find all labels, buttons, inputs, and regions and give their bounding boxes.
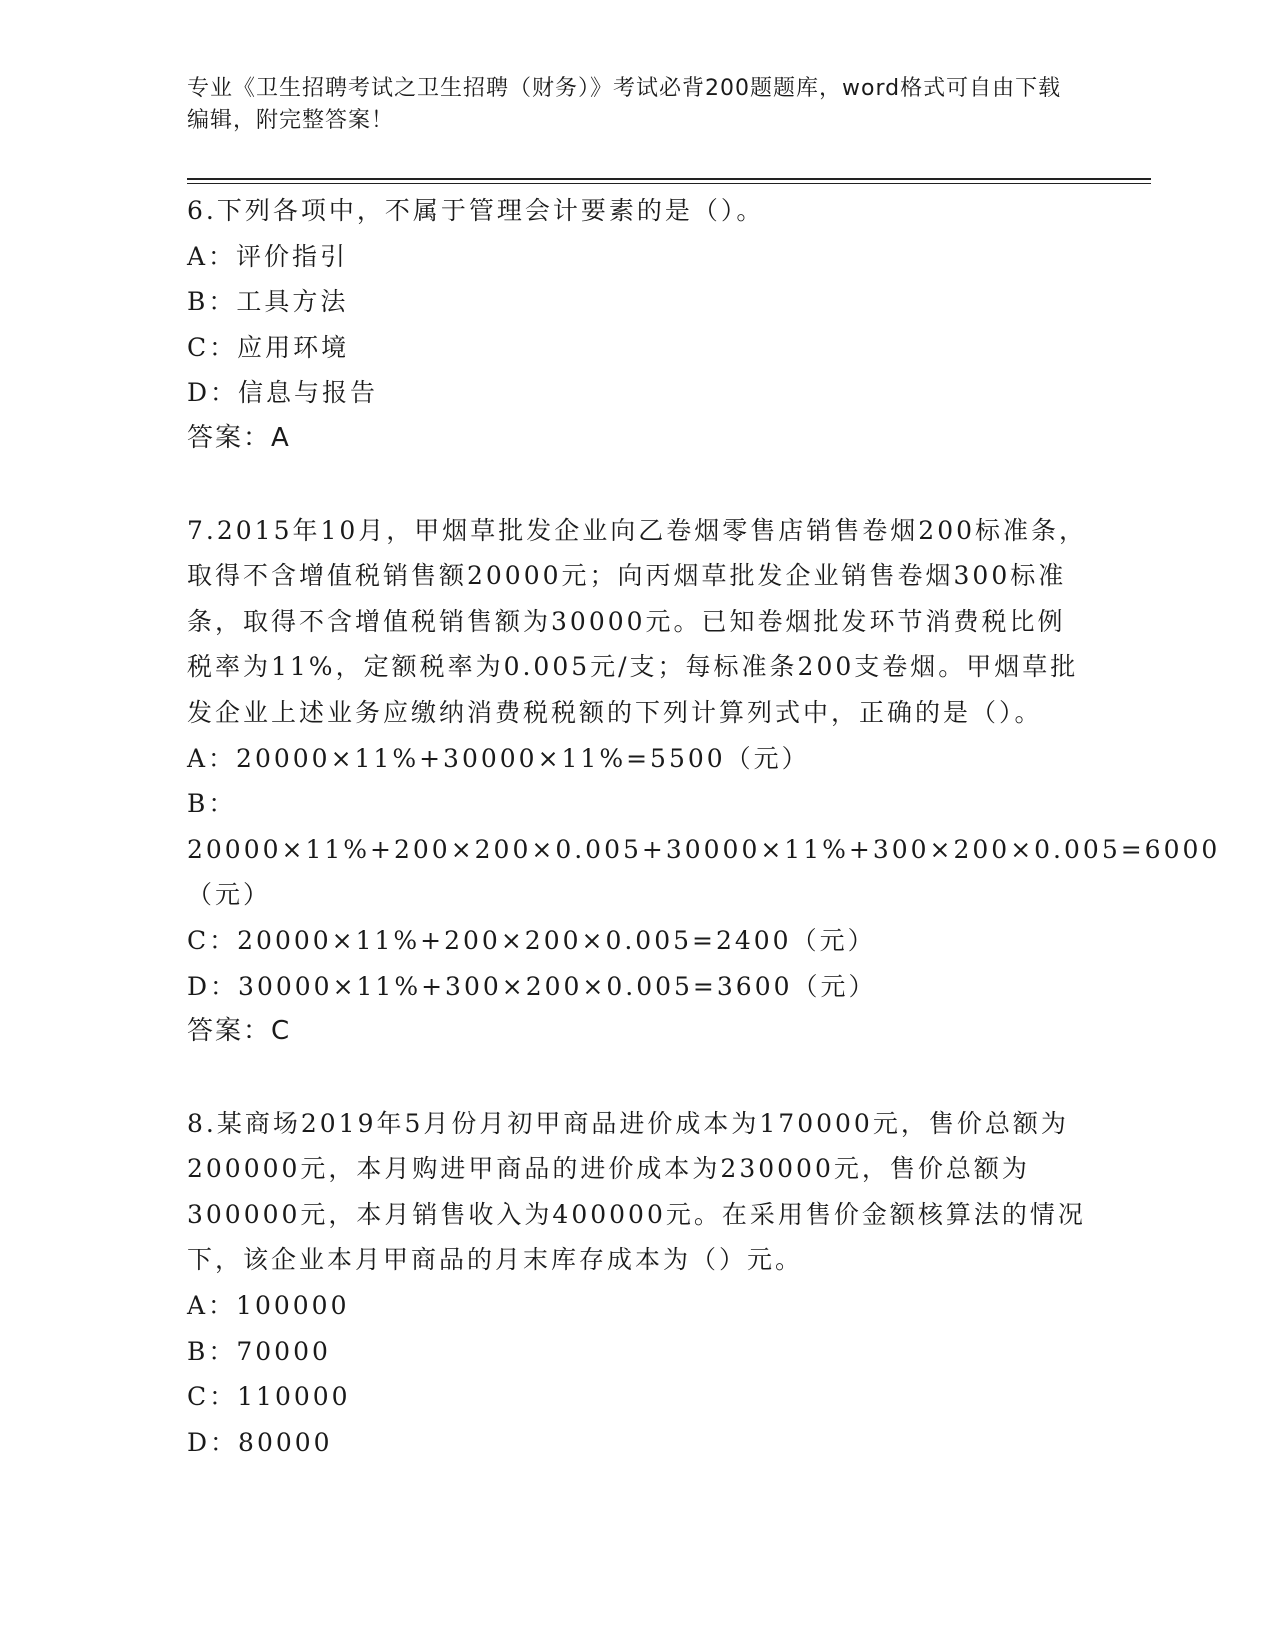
question-list	[187, 188, 1221, 1465]
question-stem: 7.2015年10月，甲烟草批发企业向乙卷烟零售店销售卷烟200标准条，取得不含增值税销售额20000元；向丙烟草批发企业销售卷烟300标准条，取得不含增值税销售额为30000元。已知卷烟批发环节消费税比例税率为11%，定额税率为0.005元/支；每标准条200支卷烟。甲烟草批发企业上述业务应缴纳消费税税额的下列计算列式中，正确的是（）。	[187, 515, 1088, 727]
option-c: C：110000	[187, 1382, 351, 1412]
question-stem: 6.下列各项中，不属于管理会计要素的是（）。	[187, 196, 765, 225]
option-c: C：20000×11%+200×200×0.005=2400（元）	[187, 925, 876, 955]
option-a: A：20000×11%+30000×11%=5500（元）	[187, 743, 810, 773]
page-header: 专业《卫生招聘考试之卫生招聘（财务）》考试必背200题题库，word格式可自由下载编辑，附完整答案！	[187, 76, 1062, 133]
question-stem: 8.某商场2019年5月份月初甲商品进价成本为170000元，售价总额为200000元，本月购进甲商品的进价成本为230000元，售价总额为300000元，本月销售收入为400000元。在采用售价金额核算法的情况下，该企业本月甲商品的月末库存成本为（）元。	[187, 1108, 1086, 1275]
option-b: B：工具方法	[187, 287, 349, 317]
answer-label: 答案：A	[187, 422, 291, 453]
question-6	[187, 188, 1087, 462]
question-8	[187, 1101, 1087, 1466]
option-d: D：30000×11%+300×200×0.005=3600（元）	[187, 971, 877, 1001]
header-divider	[187, 178, 1151, 184]
option-c: C：应用环境	[187, 332, 350, 362]
option-b: B：70000	[187, 1336, 331, 1366]
option-b: B：20000×11%+200×200×0.005+30000×11%+300×200×0.005=6000（元）	[187, 789, 1221, 910]
option-a: A：100000	[187, 1291, 350, 1321]
question-7	[187, 508, 1221, 1055]
option-d: D：信息与报告	[187, 378, 379, 408]
answer-label: 答案：C	[187, 1016, 292, 1047]
option-d: D：80000	[187, 1427, 333, 1457]
option-a: A：评价指引	[187, 241, 349, 271]
